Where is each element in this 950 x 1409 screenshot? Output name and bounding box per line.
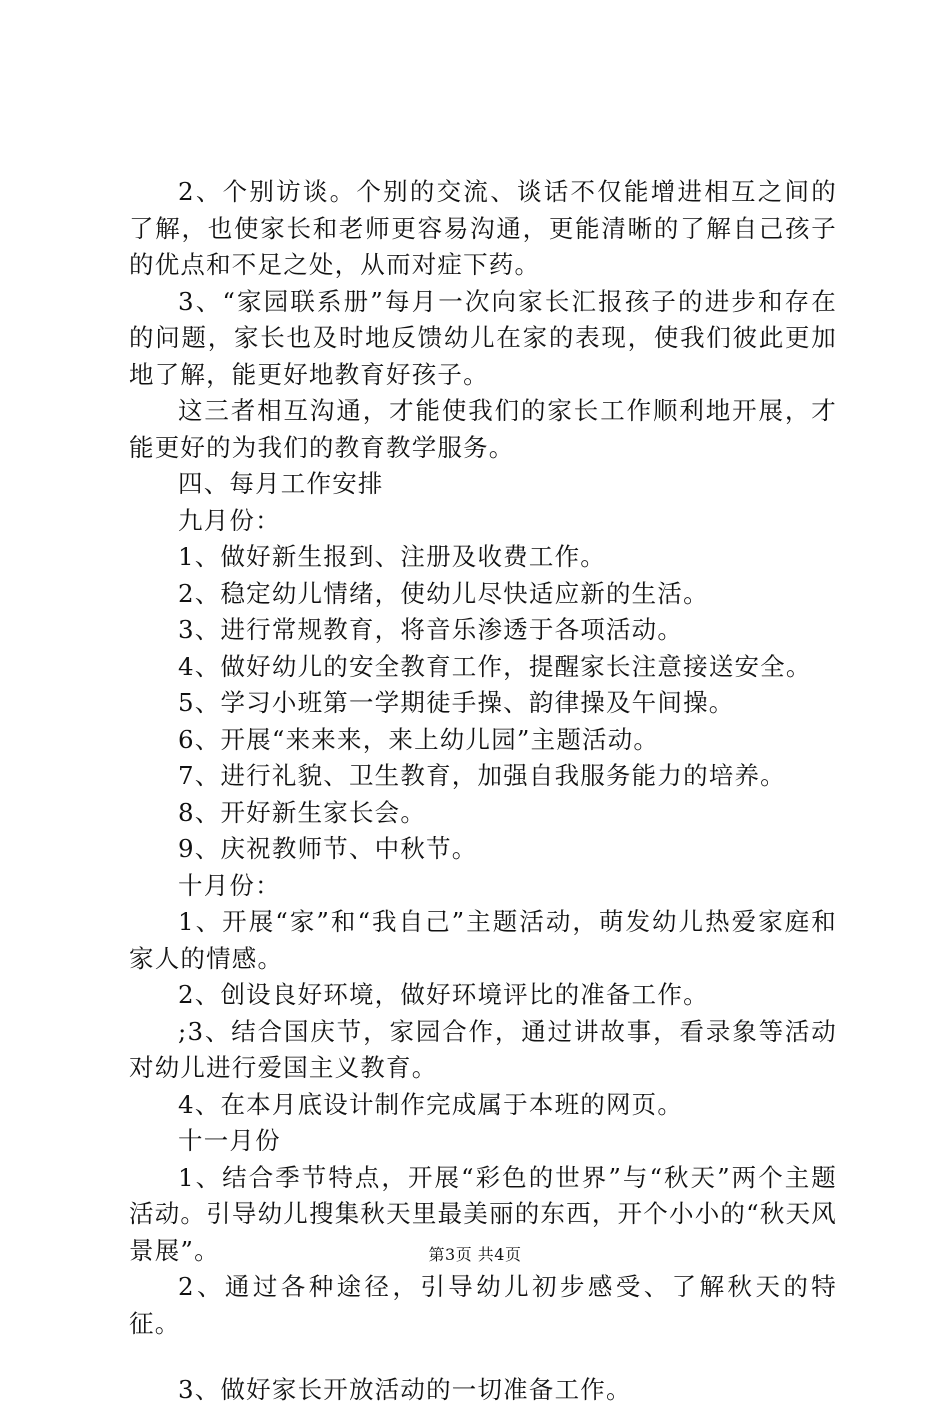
list-item: 3、进行常规教育，将音乐渗透于各项活动。 [178, 615, 684, 644]
list-item: 3、做好家长开放活动的一切准备工作。 [178, 1375, 632, 1404]
list-item: 4、在本月底设计制作完成属于本班的网页。 [178, 1089, 684, 1119]
list-item: 7、进行礼貌、卫生教育，加强自我服务能力的培养。 [178, 761, 786, 790]
list-item: 2、创设良好环境，做好环境评比的准备工作。 [178, 980, 709, 1009]
list-item: 6、开展“来来来，来上幼儿园”主题活动。 [178, 724, 660, 754]
list-item: 2、稳定幼儿情绪，使幼儿尽快适应新的生活。 [178, 578, 709, 608]
paragraph: 这三者相互沟通，才能使我们的家长工作顺利地开展，才能更好的为我们的教育教学服务。 [129, 396, 837, 462]
list-item: ;3、结合国庆节，家园合作，通过讲故事，看录象等活动对幼儿进行爱国主义教育。 [129, 1016, 837, 1082]
list-item: 5、学习小班第一学期徒手操、韵律操及午间操。 [178, 688, 735, 717]
list-item: 4、做好幼儿的安全教育工作，提醒家长注意接送安全。 [178, 651, 812, 681]
list-item: 1、开展“家”和“我自己”主题活动，萌发幼儿热爱家庭和家人的情感。 [129, 907, 837, 973]
list-item: 2、通过各种途径，引导幼儿初步感受、了解秋天的特征。 [129, 1272, 837, 1338]
month-heading: 十月份： [178, 870, 281, 900]
page-indicator: 第3页 共4页 [428, 1245, 522, 1264]
list-item: 1、结合季节特点，开展“彩色的世界”与“秋天”两个主题活动。引导幼儿搜集秋天里最美丽的东西，开个小小的“秋天风景展”。 [129, 1162, 837, 1265]
list-item: 8、开好新生家长会。 [178, 797, 427, 827]
month-heading: 九月份： [178, 505, 281, 535]
document-body [129, 174, 837, 1409]
paragraph: 3、“家园联系册”每月一次向家长汇报孩子的进步和存在的问题，家长也及时地反馈幼儿在家的表现，使我们彼此更加地了解，能更好地教育好孩子。 [129, 286, 837, 389]
list-item: 9、庆祝教师节、中秋节。 [178, 834, 478, 863]
page-footer [0, 1244, 950, 1266]
month-heading: 十一月份 [178, 1126, 281, 1155]
section-heading: 四、每月工作安排 [178, 469, 384, 498]
list-item: 1、做好新生报到、注册及收费工作。 [178, 542, 606, 571]
paragraph: 2、个别访谈。个别的交流、谈话不仅能增进相互之间的了解，也使家长和老师更容易沟通，更能清晰的了解自己孩子的优点和不足之处，从而对症下药。 [129, 177, 837, 279]
